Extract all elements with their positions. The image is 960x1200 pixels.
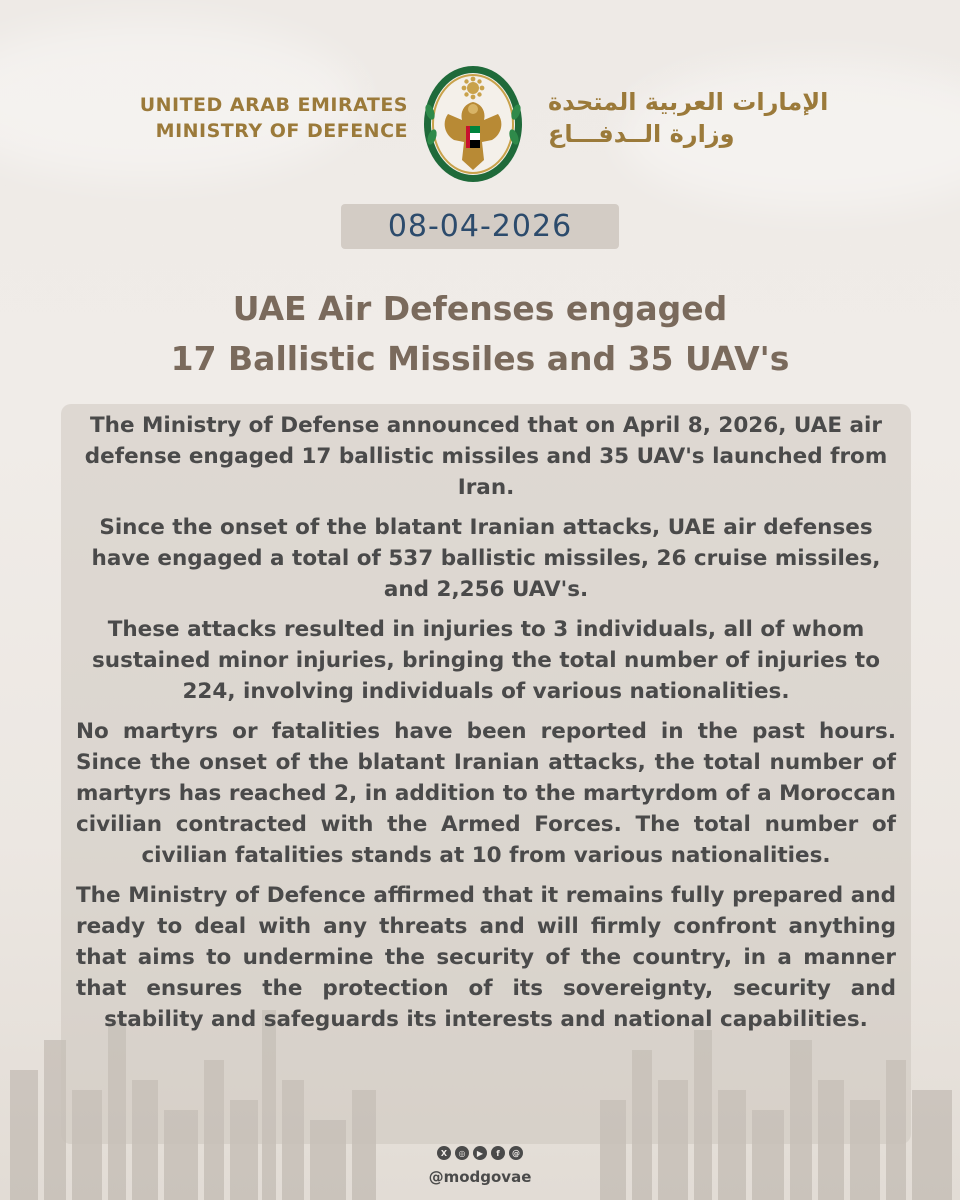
ministry-emblem-logo xyxy=(420,62,526,192)
paragraph-injuries: These attacks resulted in injuries to 3 individuals, all of whom sustained minor injuries, bringing the total number of injuries to 224, involving individuals of various nationalities. xyxy=(92,617,880,704)
headline xyxy=(60,284,900,384)
threads-icon[interactable]: @ xyxy=(509,1146,523,1160)
social-icons-row xyxy=(0,1146,960,1160)
x-icon[interactable]: X xyxy=(437,1146,451,1160)
youtube-icon[interactable]: ▶ xyxy=(473,1146,487,1160)
header-ministry-name: MINISTRY OF DEFENCE xyxy=(155,120,408,142)
instagram-icon[interactable]: ◎ xyxy=(455,1146,469,1160)
headline-line-2: 17 Ballistic Missiles and 35 UAV's xyxy=(170,339,790,378)
date-badge xyxy=(341,204,619,249)
header-ministry-name-arabic: وزارة الــدفـــاع xyxy=(548,120,735,148)
header-english xyxy=(140,92,408,144)
facebook-icon[interactable]: f xyxy=(491,1146,505,1160)
paragraph-announcement: The Ministry of Defense announced that on April 8, 2026, UAE air defense engaged 17 ballistic missiles and 35 UAV's launched from Iran. xyxy=(84,413,888,500)
social-handle[interactable]: @modgovae xyxy=(428,1168,532,1186)
paragraph-fatalities: No martyrs or fatalities have been reported in the past hours. Since the onset of the blatant Iranian attacks, the total number of martyrs has reached 2, in addition to the martyrdom of a Moroccan civilian contracted with the Armed Forces. The total number of civilian fatalities stands at 10 from various nationalities. xyxy=(76,719,896,868)
header-country-name-arabic: الإمارات العربية المتحدة xyxy=(548,88,829,116)
date-text: 08-04-2026 xyxy=(387,209,573,244)
ministry-header xyxy=(0,62,960,202)
header-arabic xyxy=(548,86,828,150)
headline-line-1: UAE Air Defenses engaged xyxy=(232,289,728,328)
header-country-name: UNITED ARAB EMIRATES xyxy=(139,94,408,116)
paragraph-totals: Since the onset of the blatant Iranian attacks, UAE air defenses have engaged a total of 537 ballistic missiles, 26 cruise missiles, and 2,256 UAV's. xyxy=(91,515,881,602)
statement-text xyxy=(76,410,896,1044)
paragraph-readiness: The Ministry of Defence affirmed that it remains fully prepared and ready to deal with any threats and will firmly confront anything that aims to undermine the security of the country, in a manner that ensures the protection of its sovereignty, security and stability and safeguards its interests and national capabilities. xyxy=(76,883,896,1032)
